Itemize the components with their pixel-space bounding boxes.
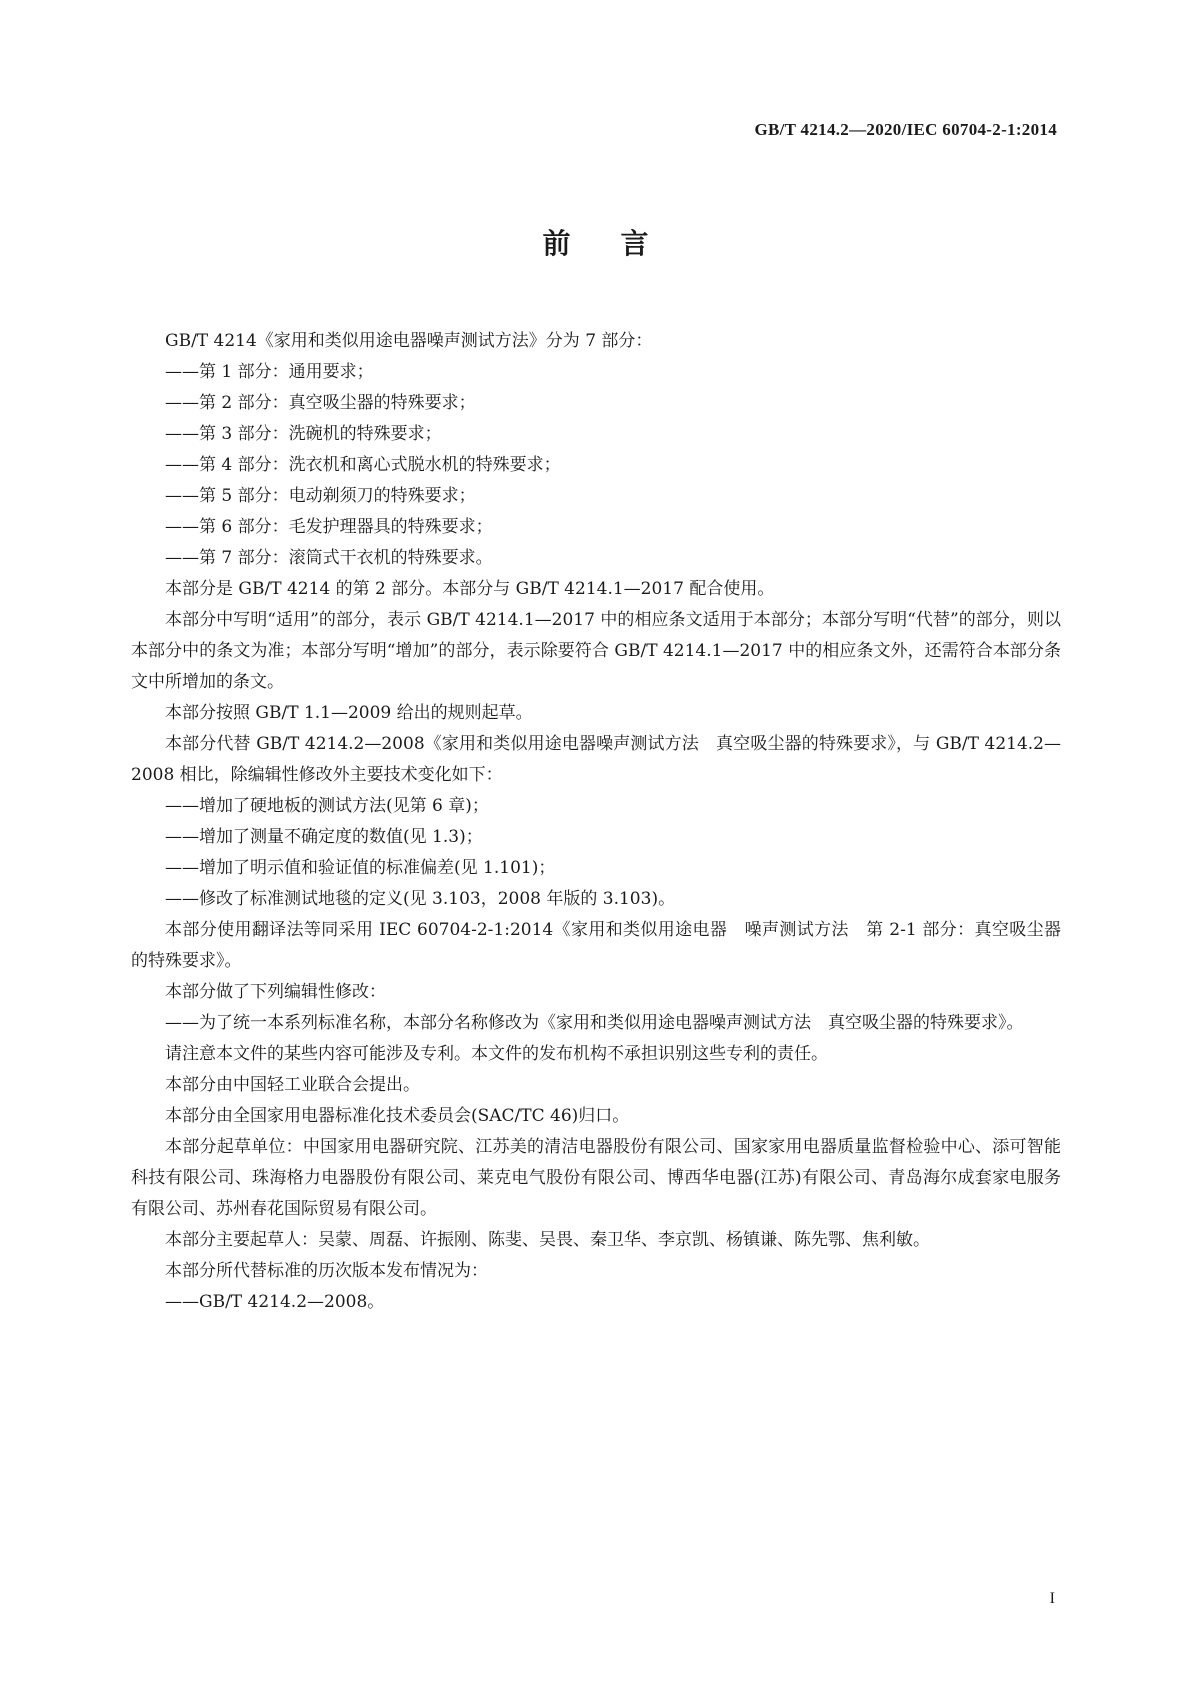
replacement-paragraph: 本部分代替 GB/T 4214.2—2008《家用和类似用途电器噪声测试方法 真空吸尘器的特殊要求》，与 GB/T 4214.2—2008 相比，除编辑性修改外主要技术变化如下： [131, 734, 1061, 785]
document-code-header: GB/T 4214.2—2020/IEC 60704-2-1:2014 [754, 120, 1057, 139]
patent-notice-paragraph: 请注意本文件的某些内容可能涉及专利。本文件的发布机构不承担识别这些专利的责任。 [165, 1044, 828, 1064]
part-list-item: ——第 4 部分：洗衣机和离心式脱水机的特殊要求； [165, 455, 561, 475]
foreword-body [131, 326, 1061, 1318]
editorial-change-item: ——为了统一本系列标准名称，本部分名称修改为《家用和类似用途电器噪声测试方法 真空吸尘器的特殊要求》。 [165, 1013, 1024, 1033]
change-list-item: ——增加了明示值和验证值的标准偏差(见 1.101)； [165, 858, 556, 878]
change-list-item: ——增加了硬地板的测试方法(见第 6 章)； [165, 796, 489, 816]
centralized-by-paragraph: 本部分由全国家用电器标准化技术委员会(SAC/TC 46)归口。 [165, 1106, 630, 1126]
drafting-rules-paragraph: 本部分按照 GB/T 1.1—2009 给出的规则起草。 [165, 703, 533, 723]
part-list-item: ——第 5 部分：电动剃须刀的特殊要求； [165, 486, 476, 506]
history-list-item: ——GB/T 4214.2—2008。 [165, 1292, 385, 1312]
applicability-paragraph: 本部分中写明“适用”的部分，表示 GB/T 4214.1—2017 中的相应条文适用于本部分；本部分写明“代替”的部分，则以本部分中的条文为准；本部分写明“增加”的部分，表示除要符合 GB/T 4214.1—2017 中的相应条文外，还需符合本部分条文中所增加的条文。 [131, 610, 1061, 692]
part-list-item: ——第 2 部分：真空吸尘器的特殊要求； [165, 393, 476, 413]
part-relation-paragraph: 本部分是 GB/T 4214 的第 2 部分。本部分与 GB/T 4214.1—2017 配合使用。 [165, 579, 775, 599]
part-list-item: ——第 1 部分：通用要求； [165, 362, 374, 382]
drafters-paragraph: 本部分主要起草人：吴蒙、周磊、许振刚、陈斐、吴畏、秦卫华、李京凯、杨镇谦、陈先鄂、焦利敏。 [165, 1230, 930, 1250]
proposed-by-paragraph: 本部分由中国轻工业联合会提出。 [165, 1075, 420, 1095]
drafting-units-paragraph: 本部分起草单位：中国家用电器研究院、江苏美的清洁电器股份有限公司、国家家用电器质量监督检验中心、添可智能科技有限公司、珠海格力电器股份有限公司、莱克电气股份有限公司、博西华电器(江苏)有限公司、青岛海尔成套家电服务有限公司、苏州春花国际贸易有限公司。 [131, 1137, 1061, 1219]
page-number: I [1049, 1590, 1055, 1607]
editorial-changes-paragraph: 本部分做了下列编辑性修改： [165, 982, 386, 1002]
change-list-item: ——修改了标准测试地毯的定义(见 3.103，2008 年版的 3.103)。 [165, 889, 676, 909]
change-list-item: ——增加了测量不确定度的数值(见 1.3)； [165, 827, 483, 847]
part-list-item: ——第 3 部分：洗碗机的特殊要求； [165, 424, 442, 444]
part-list-item: ——第 6 部分：毛发护理器具的特殊要求； [165, 517, 493, 537]
part-list-item: ——第 7 部分：滚筒式干衣机的特殊要求。 [165, 548, 493, 568]
page-title: 前言 [542, 227, 699, 260]
translation-paragraph: 本部分使用翻译法等同采用 IEC 60704-2-1:2014《家用和类似用途电器 噪声测试方法 第 2-1 部分：真空吸尘器的特殊要求》。 [131, 920, 1061, 971]
intro-paragraph: GB/T 4214《家用和类似用途电器噪声测试方法》分为 7 部分： [165, 331, 653, 351]
history-paragraph: 本部分所代替标准的历次版本发布情况为： [165, 1261, 488, 1281]
